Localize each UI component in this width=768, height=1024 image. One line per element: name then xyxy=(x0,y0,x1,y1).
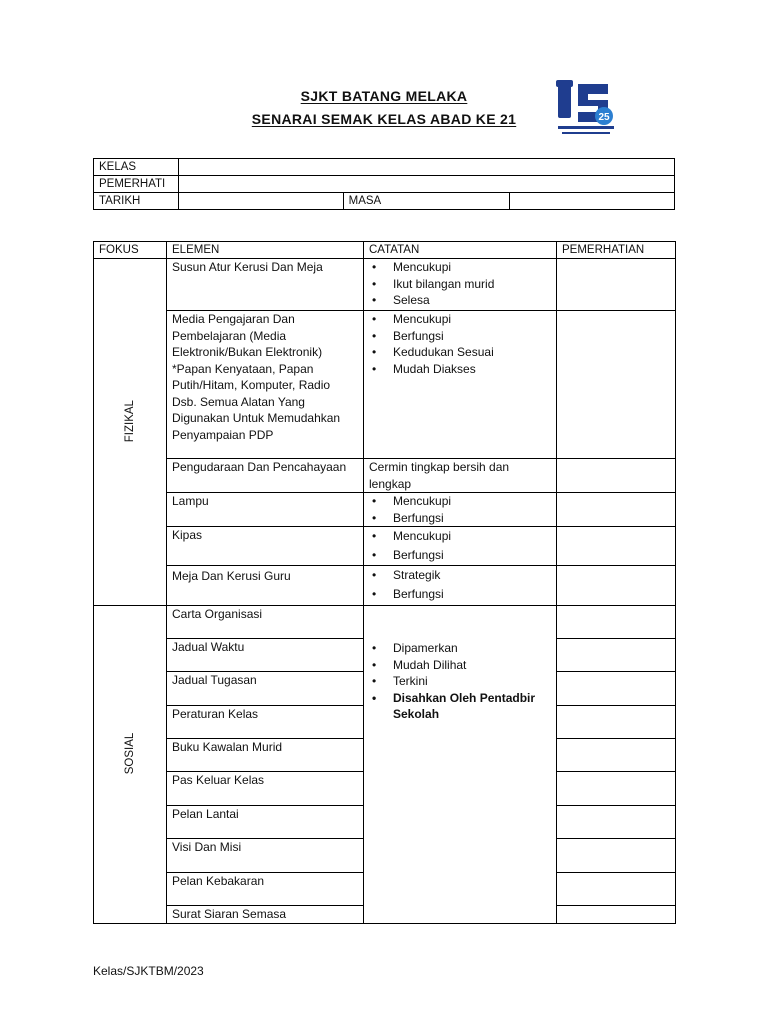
table-row xyxy=(94,527,676,566)
tarikh-label: TARIKH xyxy=(94,193,179,210)
pemerhatian-field[interactable] xyxy=(557,566,676,606)
catatan-cell xyxy=(364,566,557,606)
list-item: • Mudah Diakses xyxy=(369,361,551,378)
list-item: • Selesa xyxy=(369,292,551,309)
table-row xyxy=(94,493,676,527)
pemerhati-label: PEMERHATI xyxy=(94,176,179,193)
school-logo-icon xyxy=(556,76,618,138)
table-row xyxy=(94,459,676,493)
elemen-cell: Pelan Lantai xyxy=(167,806,364,839)
info-row-pemerhati xyxy=(94,176,675,193)
pemerhatian-field[interactable] xyxy=(557,672,676,706)
elemen-cell: Meja Dan Kerusi Guru xyxy=(167,566,364,606)
info-table xyxy=(93,158,675,210)
elemen-cell: Pengudaraan Dan Pencahayaan xyxy=(167,459,364,493)
pemerhatian-field[interactable] xyxy=(557,311,676,459)
catatan-cell xyxy=(364,311,557,459)
list-item: • Disahkan Oleh Pentadbir Sekolah xyxy=(369,690,551,723)
list-item: • Ikut bilangan murid xyxy=(369,276,551,293)
elemen-cell: Buku Kawalan Murid xyxy=(167,739,364,772)
list-item: • Berfungsi xyxy=(369,510,551,527)
elemen-cell: Peraturan Kelas xyxy=(167,706,364,739)
logo-number: 25 xyxy=(598,112,610,123)
info-row-tarikh xyxy=(94,193,675,210)
elemen-cell: Kipas xyxy=(167,527,364,566)
list-item: • Strategik xyxy=(369,566,551,585)
list-item: • Mencukupi xyxy=(369,493,551,510)
pemerhatian-field[interactable] xyxy=(557,639,676,672)
elemen-cell: Carta Organisasi xyxy=(167,606,364,639)
checklist-table xyxy=(93,241,676,924)
list-item: • Dipamerkan xyxy=(369,640,551,657)
table-row xyxy=(94,311,676,459)
document-title: SJKT BATANG MELAKA xyxy=(300,88,468,104)
pemerhatian-field[interactable] xyxy=(557,806,676,839)
kelas-label: KELAS xyxy=(94,159,179,176)
pemerhatian-field[interactable] xyxy=(557,839,676,873)
list-item: • Berfungsi xyxy=(369,328,551,345)
header-row xyxy=(94,242,676,259)
header-fokus: FOKUS xyxy=(94,242,167,259)
kelas-field[interactable] xyxy=(178,159,674,176)
pemerhatian-field[interactable] xyxy=(557,706,676,739)
table-row xyxy=(94,606,676,639)
header-elemen: ELEMEN xyxy=(167,242,364,259)
catatan-cell: Cermin tingkap bersih dan lengkap xyxy=(364,459,557,493)
elemen-cell: Pelan Kebakaran xyxy=(167,873,364,906)
elemen-cell: Media Pengajaran Dan Pembelajaran (Media Elektronik/Bukan Elektronik) *Papan Kenyataan, Papan Putih/Hitam, Komputer, Radio Dsb. Semua Alatan Yang Digunakan Untuk Memudahkan Penyampaian PDP xyxy=(167,311,364,459)
list-item: • Terkini xyxy=(369,673,551,690)
pemerhatian-field[interactable] xyxy=(557,772,676,806)
pemerhati-field[interactable] xyxy=(178,176,674,193)
pemerhatian-field[interactable] xyxy=(557,873,676,906)
tarikh-field[interactable] xyxy=(178,193,343,210)
list-item: • Mencukupi xyxy=(369,527,551,546)
catatan-cell xyxy=(364,606,557,924)
list-item: • Berfungsi xyxy=(369,546,551,565)
catatan-cell xyxy=(364,259,557,311)
list-item: • Mudah Dilihat xyxy=(369,657,551,674)
pemerhatian-field[interactable] xyxy=(557,606,676,639)
list-item: • Kedudukan Sesuai xyxy=(369,344,551,361)
pemerhatian-field[interactable] xyxy=(557,739,676,772)
footer-reference: Kelas/SJKTBM/2023 xyxy=(93,964,204,978)
list-item: • Mencukupi xyxy=(369,259,551,276)
pemerhatian-field[interactable] xyxy=(557,527,676,566)
masa-field[interactable] xyxy=(510,193,675,210)
catatan-cell xyxy=(364,493,557,527)
elemen-cell: Jadual Waktu xyxy=(167,639,364,672)
header-catatan: CATATAN xyxy=(364,242,557,259)
elemen-cell: Surat Siaran Semasa xyxy=(167,906,364,924)
elemen-cell: Visi Dan Misi xyxy=(167,839,364,873)
fokus-sosial: SOSIAL xyxy=(94,606,167,924)
elemen-cell: Susun Atur Kerusi Dan Meja xyxy=(167,259,364,311)
table-row xyxy=(94,259,676,311)
elemen-cell: Pas Keluar Kelas xyxy=(167,772,364,806)
document-subtitle: SENARAI SEMAK KELAS ABAD KE 21 xyxy=(251,111,517,127)
pemerhatian-field[interactable] xyxy=(557,906,676,924)
list-item: • Berfungsi xyxy=(369,585,551,604)
fokus-fizikal: FIZIKAL xyxy=(94,259,167,606)
header-pemerhatian: PEMERHATIAN xyxy=(557,242,676,259)
info-row-kelas xyxy=(94,159,675,176)
pemerhatian-field[interactable] xyxy=(557,259,676,311)
masa-label: MASA xyxy=(343,193,510,210)
elemen-cell: Lampu xyxy=(167,493,364,527)
pemerhatian-field[interactable] xyxy=(557,459,676,493)
list-item: • Mencukupi xyxy=(369,311,551,328)
elemen-cell: Jadual Tugasan xyxy=(167,672,364,706)
table-row xyxy=(94,566,676,606)
pemerhatian-field[interactable] xyxy=(557,493,676,527)
catatan-cell xyxy=(364,527,557,566)
